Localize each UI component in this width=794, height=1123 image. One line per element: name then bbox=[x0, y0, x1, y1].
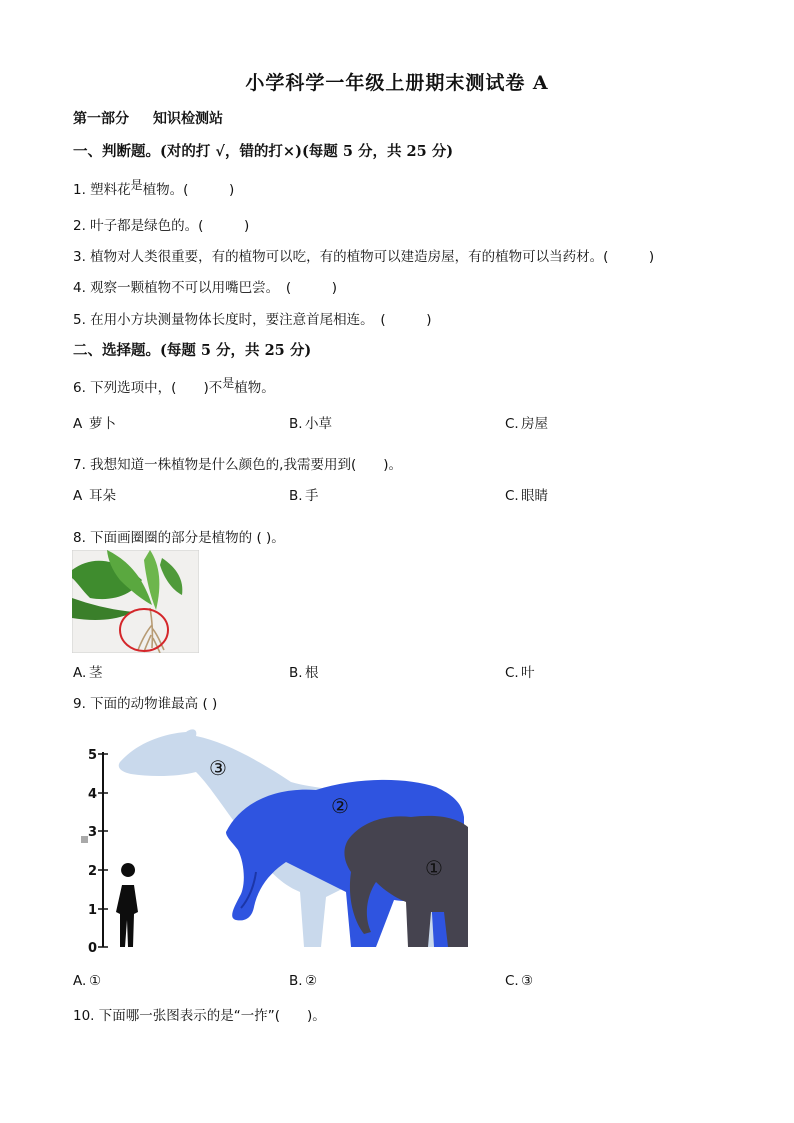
q8-option-c[interactable]: C. 叶 bbox=[505, 665, 535, 681]
plant-root-photo bbox=[72, 550, 199, 653]
question-5: 5. 在用小方块测量物体长度时，要注意首尾相连。 ( ) bbox=[73, 312, 432, 328]
axis-tick-3: 3 bbox=[88, 825, 98, 840]
axis-tick-5: 5 bbox=[88, 748, 98, 763]
q9-option-b[interactable]: B. ② bbox=[289, 973, 318, 989]
question-10: 10. 下面哪一张图表示的是“一拃”( )。 bbox=[73, 1008, 326, 1024]
question-2: 2. 叶子都是绿色的。( ) bbox=[73, 218, 250, 234]
q6-option-a[interactable]: A 萝卜 bbox=[73, 416, 116, 432]
marker-2: ② bbox=[331, 794, 349, 818]
page-title: 小学科学一年级上册期末测试卷 A bbox=[245, 72, 549, 94]
axis-tick-0: 0 bbox=[88, 941, 98, 956]
part-name: 第一部分 bbox=[73, 111, 129, 127]
q8-option-a[interactable]: A. 茎 bbox=[73, 665, 103, 681]
axis-tick-1: 1 bbox=[88, 903, 98, 918]
question-1: 1. 塑料花是植物。( ) bbox=[73, 178, 235, 198]
marker-3: ③ bbox=[209, 756, 227, 780]
q6-option-c[interactable]: C. 房屋 bbox=[505, 416, 548, 432]
question-4: 4. 观察一颗植物不可以用嘴巴尝。 ( ) bbox=[73, 280, 337, 296]
question-8: 8. 下面画圈圈的部分是植物的 ( )。 bbox=[73, 530, 285, 546]
q7-option-b[interactable]: B. 手 bbox=[289, 488, 319, 504]
q7-option-c[interactable]: C. 眼睛 bbox=[505, 488, 548, 504]
part-subtitle: 知识检测站 bbox=[153, 111, 223, 127]
question-7: 7. 我想知道一株植物是什么颜色的,我需要用到( )。 bbox=[73, 457, 402, 473]
question-3: 3. 植物对人类很重要，有的植物可以吃，有的植物可以建造房屋，有的植物可以当药材。( ) bbox=[73, 249, 655, 265]
q6-option-b[interactable]: B. 小草 bbox=[289, 416, 332, 432]
q7-option-a[interactable]: A 耳朵 bbox=[73, 488, 116, 504]
section2-heading: 二、选择题。(每题 5 分，共 25 分) bbox=[73, 342, 312, 359]
q8-option-b[interactable]: B. 根 bbox=[289, 665, 319, 681]
part-heading bbox=[73, 108, 223, 128]
section1-heading: 一、判断题。(对的打 √，错的打×)(每题 5 分，共 25 分) bbox=[73, 143, 454, 160]
q9-option-c[interactable]: C. ③ bbox=[505, 973, 534, 989]
marker-1: ① bbox=[425, 856, 443, 880]
question-6: 6. 下列选项中，( )不是植物。 bbox=[73, 376, 275, 396]
q9-option-a[interactable]: A. ① bbox=[73, 973, 102, 989]
question-9: 9. 下面的动物谁最高 ( ) bbox=[73, 696, 218, 712]
axis-tick-2: 2 bbox=[88, 864, 98, 879]
axis-tick-4: 4 bbox=[88, 787, 98, 802]
animal-height-figure bbox=[76, 722, 468, 956]
